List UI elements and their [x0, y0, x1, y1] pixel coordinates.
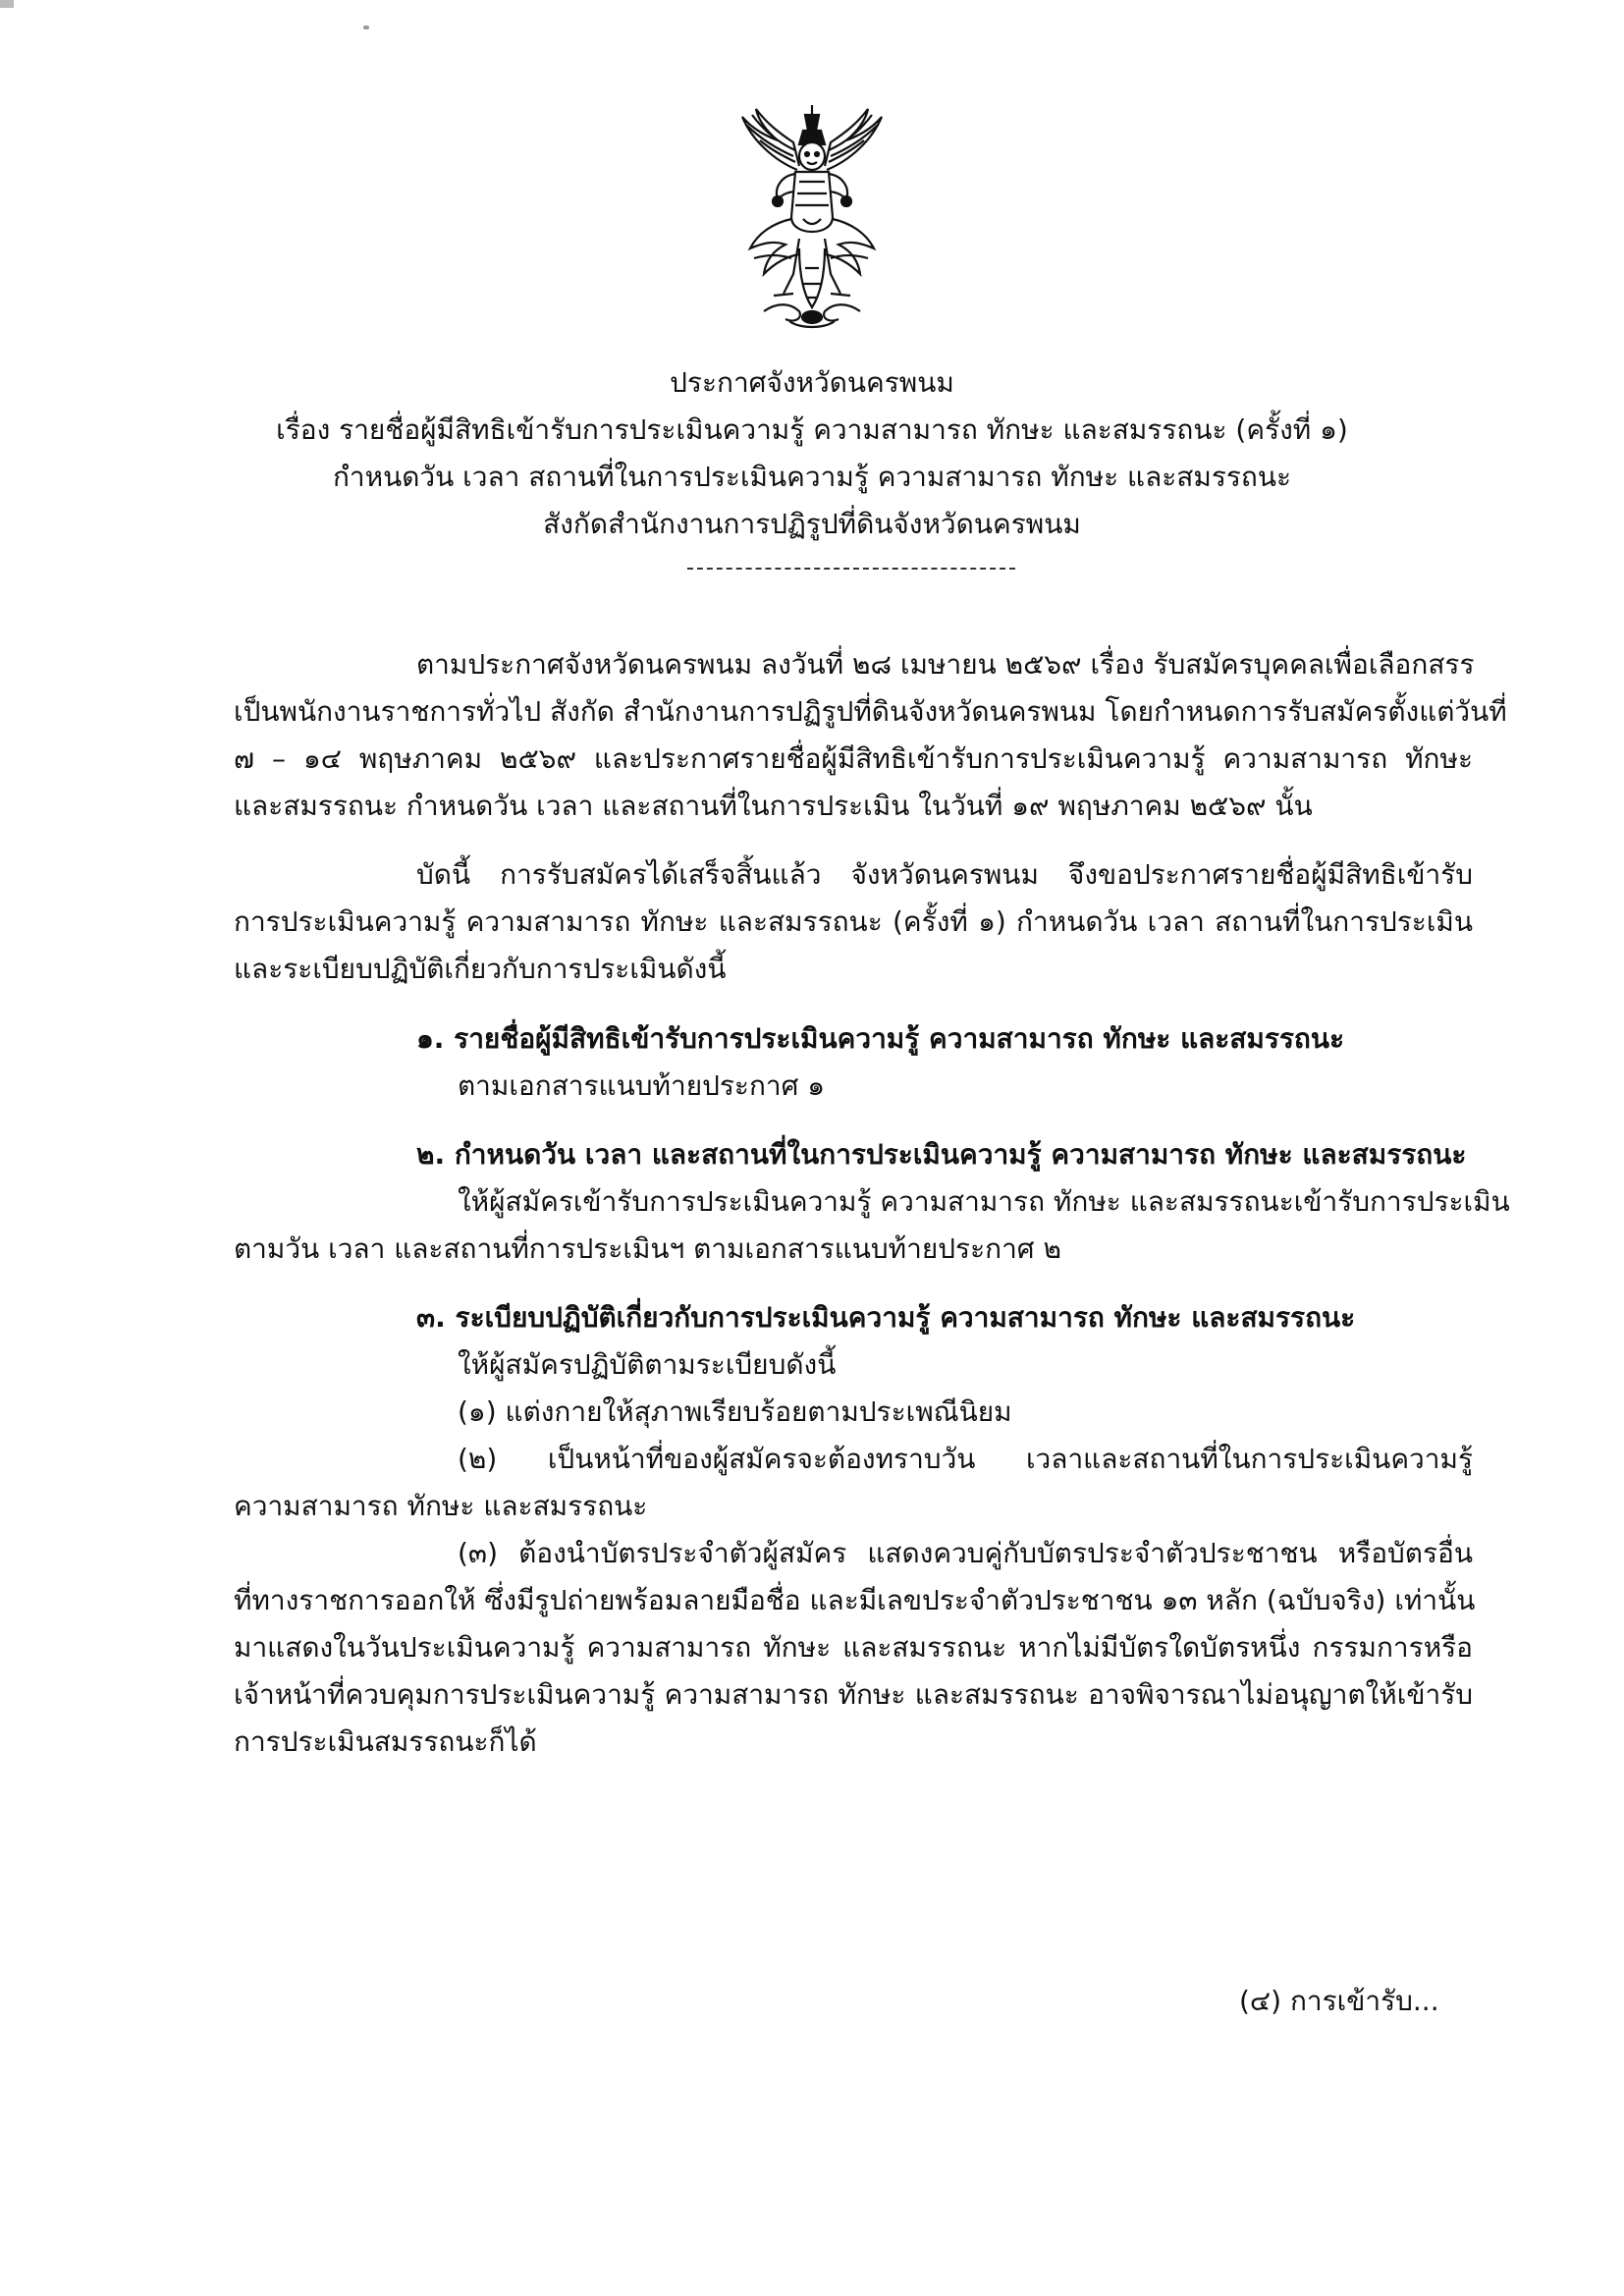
section3-item3-line5: การประเมินสมรรถนะก็ได้: [234, 1725, 537, 1758]
para2-line2: การประเมินความรู้ ความสามารถ ทักษะ และสมรรถนะ (ครั้งที่ ๑) กำหนดวัน เวลา สถานที่ในการประเมิน: [234, 905, 1473, 938]
section1-heading: ๑. รายชื่อผู้มีสิทธิเข้ารับการประเมินความรู้ ความสามารถ ทักษะ และสมรรถนะ: [416, 1022, 1345, 1055]
section2-body-line1: ให้ผู้สมัครเข้ารับการประเมินความรู้ ความสามารถ ทักษะ และสมรรถนะเข้ารับการประเมิน: [458, 1185, 1510, 1218]
announcement-title: ประกาศจังหวัดนครพนม: [670, 366, 954, 399]
section3-item3-line1: (๓) ต้องนำบัตรประจำตัวผู้สมัคร แสดงควบคู่กับบัตรประจำตัวประชาชน หรือบัตรอื่น: [458, 1537, 1473, 1569]
para1-line2: เป็นพนักงานราชการทั่วไป สังกัด สำนักงานการปฏิรูปที่ดินจังหวัดนครพนม โดยกำหนดการรับสมัครตั้งแต่วันที่: [234, 695, 1507, 728]
para1-line3: ๗ – ๑๔ พฤษภาคม ๒๕๖๙ และประกาศรายชื่อผู้มีสิทธิเข้ารับการประเมินความรู้ ความสามารถ ทักษะ: [234, 742, 1473, 775]
header-divider: [687, 568, 1015, 570]
section3-item3-line4: เจ้าหน้าที่ควบคุมการประเมินความรู้ ความสามารถ ทักษะ และสมรรถนะ อาจพิจารณาไม่อนุญาตให้เข้ารับ: [234, 1678, 1473, 1711]
section1-body: ตามเอกสารแนบท้ายประกาศ ๑: [458, 1069, 826, 1102]
section3-intro: ให้ผู้สมัครปฏิบัติตามระเบียบดังนี้: [458, 1348, 837, 1381]
announcement-subject-line2: กำหนดวัน เวลา สถานที่ในการประเมินความรู้ ความสามารถ ทักษะ และสมรรถนะ: [332, 461, 1292, 493]
section2-heading: ๒. กำหนดวัน เวลา และสถานที่ในการประเมินความรู้ ความสามารถ ทักษะ และสมรรถนะ: [416, 1138, 1467, 1171]
section3-item2-line2: ความสามารถ ทักษะ และสมรรถนะ: [234, 1490, 648, 1522]
page-continuation: (๔) การเข้ารับ...: [1239, 1985, 1439, 2017]
garuda-emblem-icon: [734, 101, 890, 333]
scan-speck: [363, 26, 369, 29]
announcement-subject: เรื่อง รายชื่อผู้มีสิทธิเข้ารับการประเมินความรู้ ความสามารถ ทักษะ และสมรรถนะ (ครั้งที่ ๑): [276, 413, 1348, 446]
para2-line3: และระเบียบปฏิบัติเกี่ยวกับการประเมินดังนี้: [234, 953, 727, 985]
section3-item3-line3: มาแสดงในวันประเมินความรู้ ความสามารถ ทักษะ และสมรรถนะ หากไม่มีบัตรใดบัตรหนึ่ง กรรมการหรือ: [234, 1631, 1474, 1664]
para1-line1: ตามประกาศจังหวัดนครพนม ลงวันที่ ๒๘ เมษายน ๒๕๖๙ เรื่อง รับสมัครบุคคลเพื่อเลือกสรร: [416, 648, 1475, 681]
section3-item1: (๑) แต่งกายให้สุภาพเรียบร้อยตามประเพณีนิยม: [458, 1395, 1012, 1428]
section3-heading: ๓. ระเบียบปฏิบัติเกี่ยวกับการประเมินความรู้ ความสามารถ ทักษะ และสมรรถนะ: [416, 1301, 1356, 1334]
scan-edge-mark: [0, 0, 14, 8]
para2-line1: บัดนี้ การรับสมัครได้เสร็จสิ้นแล้ว จังหวัดนครพนม จึงขอประกาศรายชื่อผู้มีสิทธิเข้ารับ: [416, 858, 1473, 891]
para1-line4: และสมรรถนะ กำหนดวัน เวลา และสถานที่ในการประเมิน ในวันที่ ๑๙ พฤษภาคม ๒๕๖๙ นั้น: [234, 790, 1313, 822]
section3-item2-line1: (๒) เป็นหน้าที่ของผู้สมัครจะต้องทราบวัน เวลาและสถานที่ในการประเมินความรู้: [458, 1443, 1473, 1475]
section3-item3-line2: ที่ทางราชการออกให้ ซึ่งมีรูปถ่ายพร้อมลายมือชื่อ และมีเลขประจำตัวประชาชน ๑๓ หลัก (ฉบับจริง) เท่านั้น: [234, 1584, 1476, 1616]
announcement-subject-line3: สังกัดสำนักงานการปฏิรูปที่ดินจังหวัดนครพนม: [543, 508, 1081, 540]
section2-body-line2: ตามวัน เวลา และสถานที่การประเมินฯ ตามเอกสารแนบท้ายประกาศ ๒: [234, 1232, 1061, 1265]
